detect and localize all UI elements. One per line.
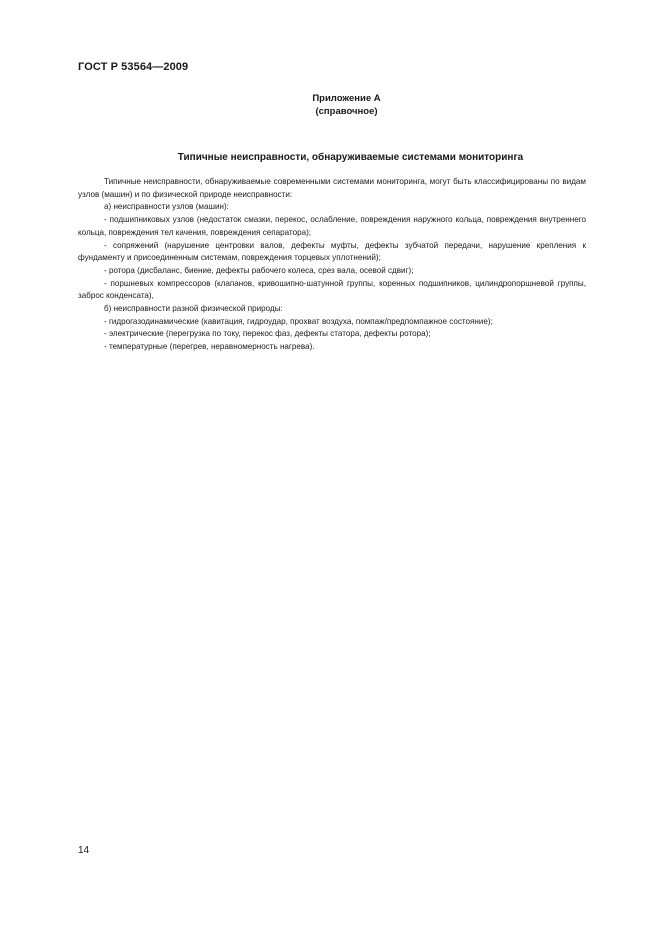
list-item-electrical: - электрические (перегрузка по току, перекос фаз, дефекты статора, дефекты ротора); [104, 329, 431, 339]
list-item-thermal: - температурные (перегрев, неравномерность нагрева). [104, 342, 315, 352]
list-heading-a: а) неисправности узлов (машин): [104, 202, 229, 212]
annex-heading [0, 92, 661, 118]
paragraph-intro: Типичные неисправности, обнаруживаемые современными системами мониторинга, могут быть классифицированы по видам узлов (машин) и по физической природе неисправности: [78, 177, 586, 199]
list-item-compressors: - поршневых компрессоров (клапанов, кривошипно-шатунной группы, коренных подшипников, цилиндропоршневой группы, заброс конденсата), [78, 278, 586, 301]
list-heading-b: б) неисправности разной физической природы: [104, 304, 283, 314]
section-title [0, 152, 661, 163]
annex-subtitle: (справочное) [315, 106, 378, 117]
section-title-text: Типичные неисправности, обнаруживаемые системами мониторинга [177, 152, 524, 163]
list-item-hydrodynamic: - гидрогазодинамические (кавитация, гидроудар, прохват воздуха, помпаж/предпомпажное состояние); [104, 316, 493, 326]
list-item-rotor: - ротора (дисбаланс, биение, дефекты рабочего колеса, срез вала, осевой сдвиг); [104, 265, 414, 275]
page-number: 14 [78, 845, 90, 856]
body-text [78, 176, 586, 354]
standard-code: ГОСТ Р 53564—2009 [78, 61, 189, 73]
annex-title: Приложение А [312, 93, 381, 104]
list-item-couplings: - сопряжений (нарушение центровки валов, дефекты муфты, дефекты зубчатой передачи, нарушение крепления к фундаменту и присоединенным системам, повреждения торцевых уплотнений); [78, 240, 586, 263]
list-item-bearings: - подшипниковых узлов (недостаток смазки, перекос, ослабление, повреждения наружного кольца, повреждения внутреннего кольца, повреждения тел качения, повреждения сепаратора); [78, 215, 586, 237]
